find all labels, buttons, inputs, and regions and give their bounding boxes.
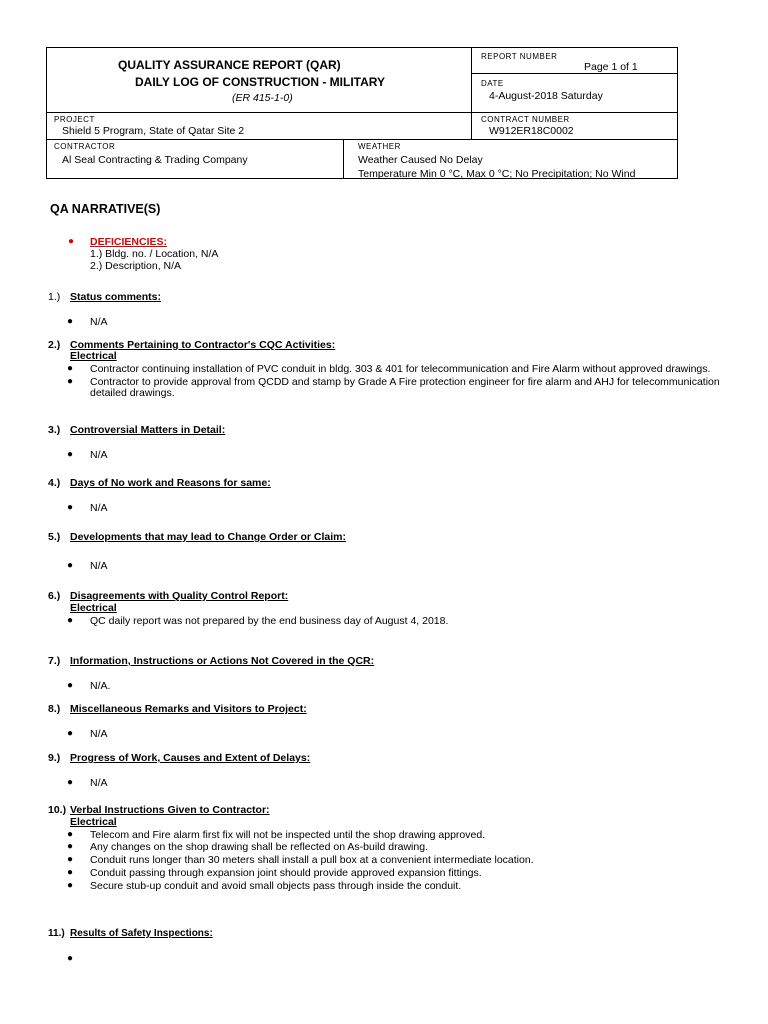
section-title: Developments that may lead to Change Order or Claim: xyxy=(70,531,346,543)
bullet-icon: ● xyxy=(67,615,74,626)
section-title: Verbal Instructions Given to Contractor: xyxy=(70,804,270,816)
weather-line1: Weather Caused No Delay xyxy=(358,154,483,166)
divider xyxy=(471,48,472,112)
section-item: N/A xyxy=(90,777,108,789)
section-title: Disagreements with Quality Control Report: xyxy=(70,590,289,602)
section-title: Progress of Work, Causes and Extent of Delays: xyxy=(70,752,311,764)
section-item: QC daily report was not prepared by the end business day of August 4, 2018. xyxy=(90,615,449,627)
section-item: Conduit passing through expansion joint should provide approved expansion fittings. xyxy=(90,867,482,879)
divider xyxy=(471,73,678,74)
divider xyxy=(47,112,678,113)
section-number: 10.) xyxy=(48,804,67,816)
section-item: Contractor continuing installation of PVC conduit in bldg. 303 & 401 for telecommunication and Fire Alarm without approved drawings. xyxy=(90,363,711,375)
date-label: DATE xyxy=(481,79,504,88)
section-number: 7.) xyxy=(48,655,61,667)
bullet-icon: ● xyxy=(67,841,74,852)
weather-label: WEATHER xyxy=(358,142,401,151)
report-number-label: REPORT NUMBER xyxy=(481,52,558,61)
deficiency-item: 2.) Description, N/A xyxy=(90,260,182,272)
section-subheading: Electrical xyxy=(70,602,117,614)
report-number-value: Page 1 of 1 xyxy=(584,61,638,73)
bullet-icon: ● xyxy=(67,728,74,739)
section-title: Controversial Matters in Detail: xyxy=(70,424,226,436)
bullet-icon: ● xyxy=(68,236,75,247)
contract-number-value: W912ER18C0002 xyxy=(489,125,574,137)
section-number: 6.) xyxy=(48,590,61,602)
bullet-icon: ● xyxy=(67,363,74,374)
section-item-continued: detailed drawings. xyxy=(90,387,175,399)
section-number: 11.) xyxy=(48,928,65,939)
report-title-line2: DAILY LOG OF CONSTRUCTION - MILITARY xyxy=(135,75,385,89)
bullet-icon: ● xyxy=(67,502,74,513)
section-item: N/A. xyxy=(90,680,111,692)
contractor-label: CONTRACTOR xyxy=(54,142,116,151)
bullet-icon: ● xyxy=(67,376,74,387)
section-item: Telecom and Fire alarm first fix will not be inspected until the shop drawing approved. xyxy=(90,829,486,841)
section-title: Miscellaneous Remarks and Visitors to Project: xyxy=(70,703,307,715)
section-item: Contractor to provide approval from QCDD and stamp by Grade A Fire protection engineer for fire alarm and AHJ for telecommunication xyxy=(90,376,720,388)
bullet-icon: ● xyxy=(67,449,74,460)
section-item: N/A xyxy=(90,316,108,328)
section-title: Information, Instructions or Actions Not Covered in the QCR: xyxy=(70,655,375,667)
section-title: Status comments: xyxy=(70,291,162,303)
weather-line2: Temperature Min 0 °C, Max 0 °C; No Precipitation; No Wind xyxy=(358,168,636,180)
section-item: N/A xyxy=(90,560,108,572)
section-number: 4.) xyxy=(48,477,61,489)
contract-number-label: CONTRACT NUMBER xyxy=(481,115,570,124)
divider xyxy=(47,139,678,140)
bullet-icon: ● xyxy=(67,560,74,571)
bullet-icon: ● xyxy=(67,953,74,964)
bullet-icon: ● xyxy=(67,867,74,878)
report-title-line1: QUALITY ASSURANCE REPORT (QAR) xyxy=(118,58,341,72)
report-title-line3: (ER 415-1-0) xyxy=(232,92,293,104)
contractor-value: Al Seal Contracting & Trading Company xyxy=(62,154,248,166)
bullet-icon: ● xyxy=(67,829,74,840)
section-number: 8.) xyxy=(48,703,61,715)
section-title: Days of No work and Reasons for same: xyxy=(70,477,271,489)
bullet-icon: ● xyxy=(67,777,74,788)
project-value: Shield 5 Program, State of Qatar Site 2 xyxy=(62,125,245,137)
divider xyxy=(471,112,472,139)
section-subheading: Electrical xyxy=(70,350,117,362)
bullet-icon: ● xyxy=(67,854,74,865)
section-title: Comments Pertaining to Contractor's CQC Activities: xyxy=(70,339,336,351)
section-subheading: Electrical xyxy=(70,816,117,828)
bullet-icon: ● xyxy=(67,316,74,327)
section-item: N/A xyxy=(90,502,108,514)
divider xyxy=(343,139,344,179)
section-item: Conduit runs longer than 30 meters shall install a pull box at a convenient intermediate location. xyxy=(90,854,534,866)
deficiency-item: 1.) Bldg. no. / Location, N/A xyxy=(90,248,219,260)
section-item: N/A xyxy=(90,728,108,740)
section-title: Results of Safety Inspections: xyxy=(70,928,213,939)
section-number: 1.) xyxy=(48,291,61,303)
date-value: 4-August-2018 Saturday xyxy=(489,90,603,102)
section-number: 5.) xyxy=(48,531,61,543)
narrative-title: QA NARRATIVE(S) xyxy=(50,202,161,216)
section-number: 3.) xyxy=(48,424,61,436)
project-label: PROJECT xyxy=(54,115,95,124)
bullet-icon: ● xyxy=(67,880,74,891)
section-item: Any changes on the shop drawing shall be reflected on As-build drawing. xyxy=(90,841,428,853)
bullet-icon: ● xyxy=(67,680,74,691)
section-number: 9.) xyxy=(48,752,61,764)
section-number: 2.) xyxy=(48,339,61,351)
section-item: Secure stub-up conduit and avoid small objects pass through inside the conduit. xyxy=(90,880,462,892)
section-item: N/A xyxy=(90,449,108,461)
deficiencies-label: DEFICIENCIES: xyxy=(90,236,168,248)
